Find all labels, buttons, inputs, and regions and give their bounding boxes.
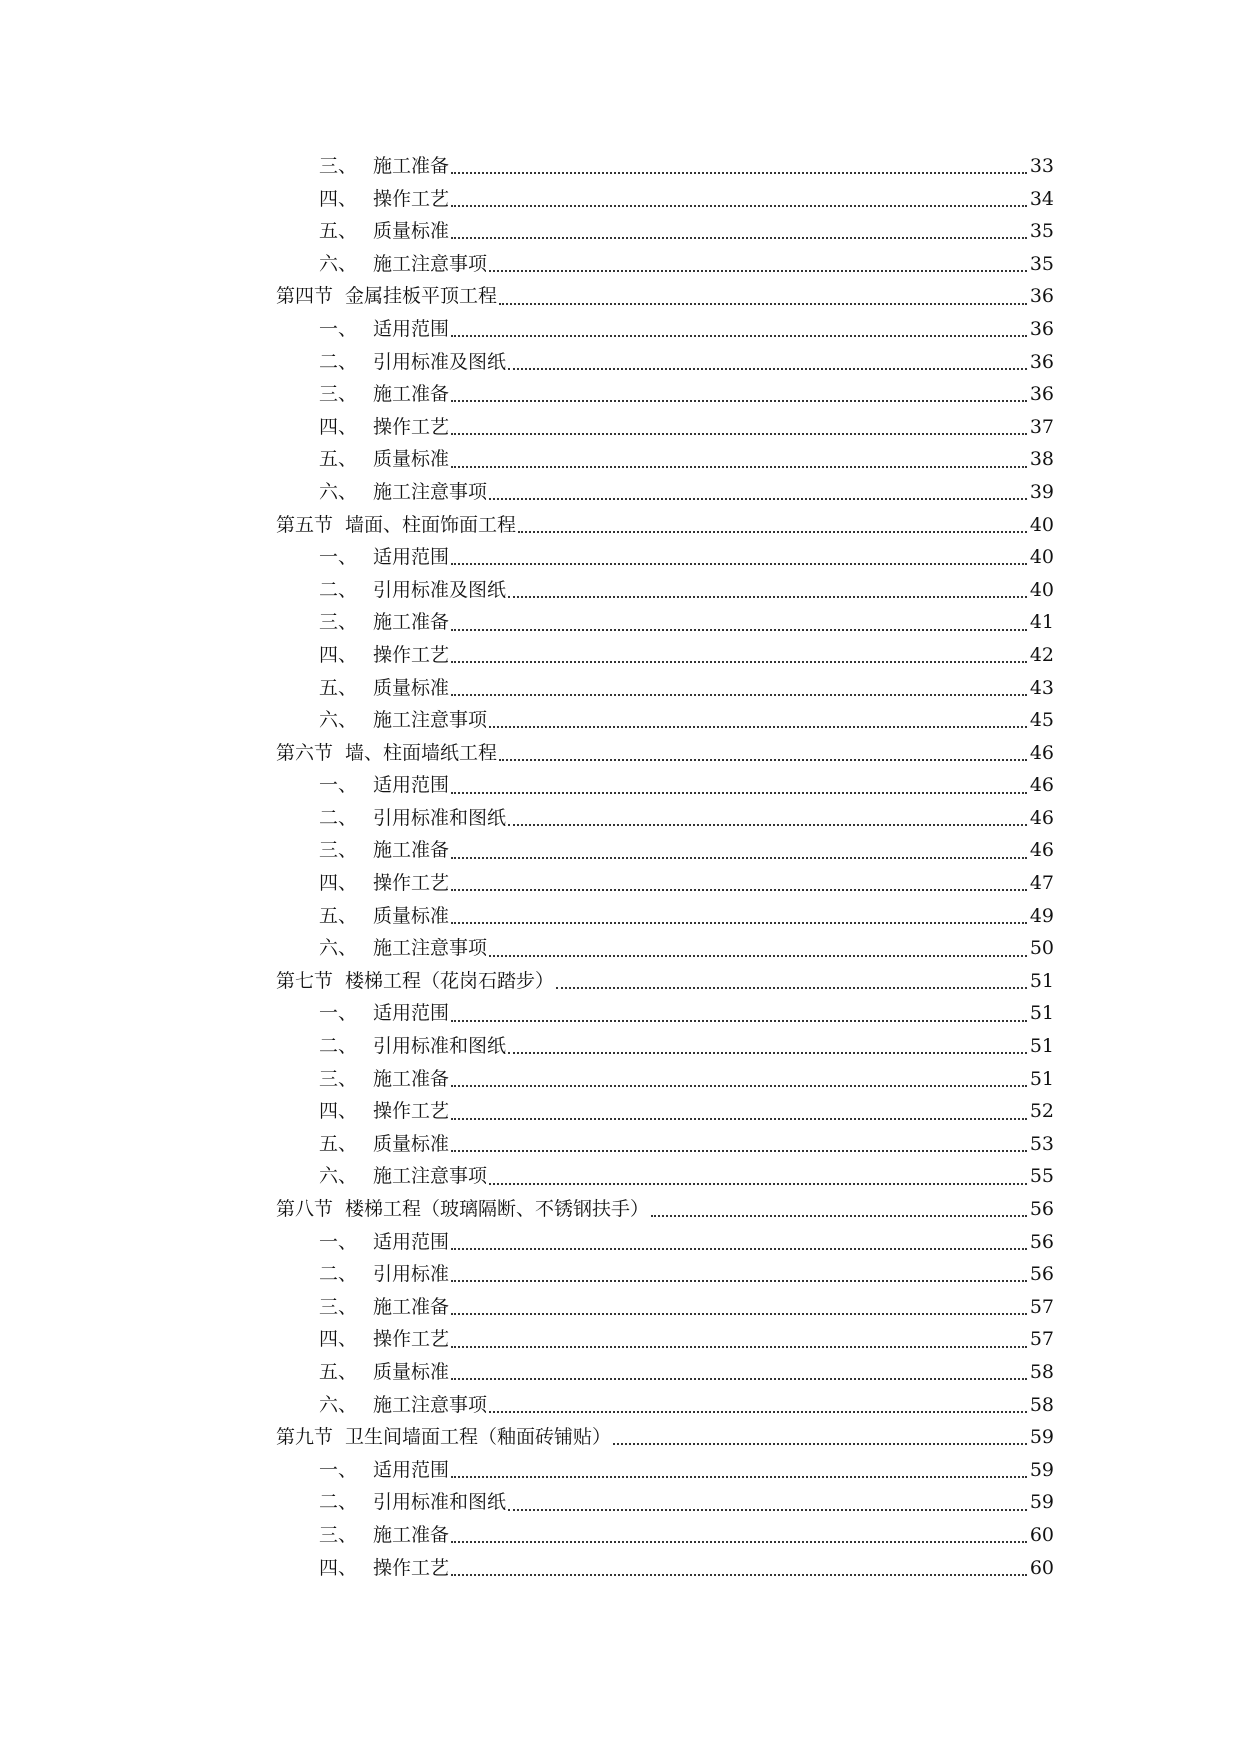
toc-entry-number: 一、 [319, 1458, 358, 1481]
toc-entry-number: 五、 [319, 220, 358, 243]
toc-item-entry[interactable] [276, 541, 1054, 574]
toc-entry-number: 第七节 [276, 969, 334, 992]
toc-entry-number: 第六节 [276, 741, 334, 764]
toc-entry-page-number: 38 [1029, 448, 1054, 471]
toc-item-entry[interactable] [276, 346, 1054, 379]
toc-entry-title: 操作工艺 [373, 187, 450, 210]
toc-entry-title: 操作工艺 [373, 415, 450, 438]
toc-item-entry[interactable] [276, 1323, 1054, 1356]
toc-entry-title: 质量标准 [373, 1132, 450, 1155]
toc-entry-title: 施工准备 [373, 839, 450, 862]
toc-item-entry[interactable] [276, 1552, 1054, 1585]
toc-item-entry[interactable] [276, 639, 1054, 672]
toc-entry-title: 施工准备 [373, 1523, 450, 1546]
toc-entry-page-number: 56 [1029, 1263, 1054, 1286]
dot-leader [556, 987, 1027, 989]
dot-leader [451, 1118, 1027, 1120]
dot-leader [451, 433, 1027, 435]
toc-entry-number: 五、 [319, 448, 358, 471]
toc-item-entry[interactable] [276, 900, 1054, 933]
toc-entry-page-number: 36 [1029, 285, 1054, 308]
toc-entry-page-number: 46 [1029, 774, 1054, 797]
toc-entry-number: 四、 [319, 643, 358, 666]
toc-item-entry[interactable] [276, 1063, 1054, 1096]
dot-leader [451, 1378, 1027, 1380]
toc-entry-number: 四、 [319, 872, 358, 895]
toc-item-entry[interactable] [276, 411, 1054, 444]
dot-leader [451, 205, 1027, 207]
toc-entry-title: 施工注意事项 [373, 937, 488, 960]
toc-entry-page-number: 45 [1029, 709, 1054, 732]
toc-entry-title: 楼梯工程（花岗石踏步） [345, 969, 555, 992]
toc-entry-title: 操作工艺 [373, 872, 450, 895]
dot-leader [451, 400, 1027, 402]
toc-entry-page-number: 53 [1029, 1132, 1054, 1155]
toc-entry-page-number: 51 [1029, 1067, 1054, 1090]
toc-entry-page-number: 41 [1029, 611, 1054, 634]
toc-entry-title: 引用标准及图纸 [373, 350, 507, 373]
toc-item-entry[interactable] [276, 183, 1054, 216]
toc-entry-page-number: 40 [1029, 578, 1054, 601]
toc-entry-title: 施工准备 [373, 1295, 450, 1318]
toc-entry-page-number: 56 [1029, 1230, 1054, 1253]
toc-entry-page-number: 57 [1029, 1295, 1054, 1318]
dot-leader [489, 270, 1027, 272]
toc-item-entry[interactable] [276, 1356, 1054, 1389]
toc-entry-title: 楼梯工程（玻璃隔断、不锈钢扶手） [345, 1198, 650, 1220]
dot-leader [451, 1020, 1027, 1022]
toc-entry-title: 适用范围 [373, 546, 450, 569]
toc-entry-title: 操作工艺 [373, 1328, 450, 1351]
toc-entry-title: 墙面、柱面饰面工程 [345, 513, 517, 536]
toc-entry-number: 三、 [319, 839, 358, 862]
toc-entry-number: 六、 [319, 1393, 358, 1416]
toc-entry-title: 质量标准 [373, 448, 450, 471]
dot-leader [451, 563, 1027, 565]
toc-entry-page-number: 40 [1029, 513, 1054, 536]
toc-entry-page-number: 43 [1029, 676, 1054, 699]
dot-leader [508, 368, 1027, 370]
toc-entry-number: 一、 [319, 1002, 358, 1025]
toc-section-entry[interactable] [276, 737, 1054, 770]
toc-entry-title: 引用标准和图纸 [373, 806, 507, 829]
toc-entry-title: 施工准备 [373, 611, 450, 634]
dot-leader [451, 1085, 1027, 1087]
toc-entry-number: 六、 [319, 1165, 358, 1188]
dot-leader [499, 303, 1027, 305]
toc-entry-page-number: 40 [1029, 546, 1054, 569]
toc-entry-number: 五、 [319, 1360, 358, 1383]
toc-entry-number: 四、 [319, 415, 358, 438]
toc-entry-number: 三、 [319, 155, 358, 177]
toc-entry-page-number: 60 [1029, 1556, 1054, 1579]
toc-entry-page-number: 33 [1029, 155, 1054, 177]
toc-entry-title: 卫生间墙面工程（釉面砖铺贴） [345, 1426, 612, 1449]
dot-leader [451, 1150, 1027, 1152]
toc-entry-page-number: 47 [1029, 872, 1054, 895]
dot-leader [518, 531, 1027, 533]
dot-leader [451, 1476, 1027, 1478]
toc-entry-title: 引用标准和图纸 [373, 1035, 507, 1058]
toc-entry-page-number: 55 [1029, 1165, 1054, 1188]
toc-item-entry[interactable] [276, 606, 1054, 639]
toc-item-entry[interactable] [276, 1454, 1054, 1487]
toc-entry-title: 施工准备 [373, 1067, 450, 1090]
toc-item-entry[interactable] [276, 997, 1054, 1030]
dot-leader [508, 1509, 1027, 1511]
dot-leader [489, 498, 1027, 500]
toc-entry-number: 二、 [319, 806, 358, 829]
toc-entry-title: 施工准备 [373, 155, 450, 177]
toc-entry-number: 五、 [319, 904, 358, 927]
toc-entry-number: 二、 [319, 1491, 358, 1514]
dot-leader [451, 629, 1027, 631]
toc-entry-title: 操作工艺 [373, 1100, 450, 1123]
toc-item-entry[interactable] [276, 1128, 1054, 1161]
toc-entry-number: 第四节 [276, 285, 334, 308]
toc-item-entry[interactable] [276, 574, 1054, 607]
toc-entry-title: 引用标准和图纸 [373, 1491, 507, 1514]
toc-item-entry[interactable] [276, 1486, 1054, 1519]
toc-entry-title: 施工注意事项 [373, 252, 488, 275]
toc-item-entry[interactable] [276, 769, 1054, 802]
toc-entry-number: 一、 [319, 1230, 358, 1253]
toc-item-entry[interactable] [276, 1389, 1054, 1422]
toc-entry-title: 施工准备 [373, 383, 450, 406]
dot-leader [489, 955, 1027, 957]
toc-item-entry[interactable] [276, 1160, 1054, 1193]
toc-entry-page-number: 35 [1029, 220, 1054, 243]
toc-entry-number: 二、 [319, 350, 358, 373]
toc-entry-title: 施工注意事项 [373, 480, 488, 503]
toc-entry-title: 施工注意事项 [373, 1393, 488, 1416]
toc-entry-number: 六、 [319, 480, 358, 503]
toc-entry-page-number: 58 [1029, 1393, 1054, 1416]
dot-leader [451, 889, 1027, 891]
dot-leader [451, 1346, 1027, 1348]
dot-leader [451, 694, 1027, 696]
toc-entry-title: 质量标准 [373, 904, 450, 927]
toc-entry-number: 三、 [319, 383, 358, 406]
toc-entry-number: 第五节 [276, 513, 334, 536]
dot-leader [451, 1313, 1027, 1315]
dot-leader [499, 759, 1027, 761]
toc-entry-page-number: 50 [1029, 937, 1054, 960]
toc-entry-number: 三、 [319, 611, 358, 634]
dot-leader [451, 335, 1027, 337]
toc-entry-title: 适用范围 [373, 1002, 450, 1025]
toc-entry-page-number: 58 [1029, 1360, 1054, 1383]
toc-entry-title: 适用范围 [373, 774, 450, 797]
toc-entry-page-number: 56 [1029, 1198, 1054, 1220]
toc-entry-number: 一、 [319, 774, 358, 797]
dot-leader [451, 1248, 1027, 1250]
toc-entry-page-number: 52 [1029, 1100, 1054, 1123]
toc-section-entry[interactable] [276, 965, 1054, 998]
toc-item-entry[interactable] [276, 1095, 1054, 1128]
dot-leader [451, 172, 1027, 174]
toc-entry-page-number: 42 [1029, 643, 1054, 666]
dot-leader [489, 1411, 1027, 1413]
dot-leader [451, 922, 1027, 924]
dot-leader [451, 1280, 1027, 1282]
toc-entry-number: 二、 [319, 1035, 358, 1058]
dot-leader [451, 857, 1027, 859]
toc-item-entry[interactable] [276, 802, 1054, 835]
toc-entry-page-number: 36 [1029, 317, 1054, 340]
dot-leader [489, 726, 1027, 728]
toc-entry-page-number: 46 [1029, 839, 1054, 862]
toc-entry-title: 适用范围 [373, 1230, 450, 1253]
toc-entry-title: 施工注意事项 [373, 709, 488, 732]
toc-item-entry[interactable] [276, 1258, 1054, 1291]
toc-entry-title: 适用范围 [373, 317, 450, 340]
toc-entry-title: 施工注意事项 [373, 1165, 488, 1188]
toc-entry-number: 一、 [319, 317, 358, 340]
toc-entry-page-number: 36 [1029, 350, 1054, 373]
toc-section-entry[interactable] [276, 509, 1054, 542]
toc-item-entry[interactable] [276, 1519, 1054, 1552]
toc-entry-page-number: 60 [1029, 1523, 1054, 1546]
dot-leader [489, 1183, 1027, 1185]
toc-item-entry[interactable] [276, 932, 1054, 965]
dot-leader [508, 824, 1027, 826]
toc-entry-number: 一、 [319, 546, 358, 569]
toc-entry-number: 二、 [319, 1263, 358, 1286]
toc-entry-page-number: 59 [1029, 1426, 1054, 1449]
toc-section-entry[interactable] [276, 1421, 1054, 1454]
toc-entry-title: 墙、柱面墙纸工程 [345, 741, 498, 764]
toc-item-entry[interactable] [276, 248, 1054, 281]
toc-entry-number: 二、 [319, 578, 358, 601]
toc-section-entry[interactable] [276, 1193, 1054, 1226]
toc-item-entry[interactable] [276, 1030, 1054, 1063]
dot-leader [451, 661, 1027, 663]
toc-item-entry[interactable] [276, 834, 1054, 867]
dot-leader [613, 1443, 1027, 1445]
toc-entry-page-number: 59 [1029, 1458, 1054, 1481]
toc-entry-page-number: 49 [1029, 904, 1054, 927]
toc-item-entry[interactable] [276, 867, 1054, 900]
dot-leader [451, 466, 1027, 468]
toc-item-entry[interactable] [276, 215, 1054, 248]
toc-item-entry[interactable] [276, 1291, 1054, 1324]
toc-entry-title: 质量标准 [373, 1360, 450, 1383]
table-of-contents [276, 150, 1054, 1584]
toc-item-entry[interactable] [276, 378, 1054, 411]
dot-leader [451, 1574, 1027, 1576]
dot-leader [508, 1052, 1027, 1054]
toc-entry-title: 引用标准 [373, 1263, 450, 1286]
toc-entry-title: 质量标准 [373, 676, 450, 699]
toc-entry-number: 三、 [319, 1295, 358, 1318]
toc-entry-title: 操作工艺 [373, 1556, 450, 1579]
toc-item-entry[interactable] [276, 672, 1054, 705]
toc-entry-page-number: 35 [1029, 252, 1054, 275]
toc-item-entry[interactable] [276, 150, 1054, 183]
toc-entry-number: 四、 [319, 1328, 358, 1351]
toc-entry-title: 金属挂板平顶工程 [345, 285, 498, 308]
toc-entry-page-number: 46 [1029, 741, 1054, 764]
toc-entry-number: 第九节 [276, 1426, 334, 1449]
toc-entry-number: 六、 [319, 937, 358, 960]
toc-entry-page-number: 51 [1029, 969, 1054, 992]
toc-entry-page-number: 34 [1029, 187, 1054, 210]
toc-entry-number: 四、 [319, 187, 358, 210]
toc-entry-number: 第八节 [276, 1198, 334, 1220]
toc-entry-number: 三、 [319, 1067, 358, 1090]
toc-entry-title: 适用范围 [373, 1458, 450, 1481]
toc-entry-number: 六、 [319, 252, 358, 275]
toc-entry-page-number: 46 [1029, 806, 1054, 829]
toc-entry-page-number: 39 [1029, 480, 1054, 503]
toc-entry-number: 五、 [319, 676, 358, 699]
dot-leader [451, 237, 1027, 239]
toc-entry-number: 三、 [319, 1523, 358, 1546]
toc-entry-page-number: 37 [1029, 415, 1054, 438]
toc-entry-page-number: 59 [1029, 1491, 1054, 1514]
toc-entry-number: 六、 [319, 709, 358, 732]
toc-entry-number: 四、 [319, 1100, 358, 1123]
dot-leader [451, 1541, 1027, 1543]
toc-item-entry[interactable] [276, 443, 1054, 476]
dot-leader [451, 792, 1027, 794]
toc-entry-page-number: 36 [1029, 383, 1054, 406]
dot-leader [651, 1215, 1027, 1217]
toc-entry-page-number: 51 [1029, 1002, 1054, 1025]
toc-entry-title: 操作工艺 [373, 643, 450, 666]
toc-item-entry[interactable] [276, 704, 1054, 737]
dot-leader [508, 596, 1027, 598]
toc-entry-title: 引用标准及图纸 [373, 578, 507, 601]
toc-item-entry[interactable] [276, 476, 1054, 509]
toc-entry-page-number: 57 [1029, 1328, 1054, 1351]
toc-entry-number: 五、 [319, 1132, 358, 1155]
toc-entry-page-number: 51 [1029, 1035, 1054, 1058]
toc-entry-title: 质量标准 [373, 220, 450, 243]
toc-item-entry[interactable] [276, 1226, 1054, 1259]
toc-item-entry[interactable] [276, 313, 1054, 346]
toc-section-entry[interactable] [276, 280, 1054, 313]
toc-entry-number: 四、 [319, 1556, 358, 1579]
